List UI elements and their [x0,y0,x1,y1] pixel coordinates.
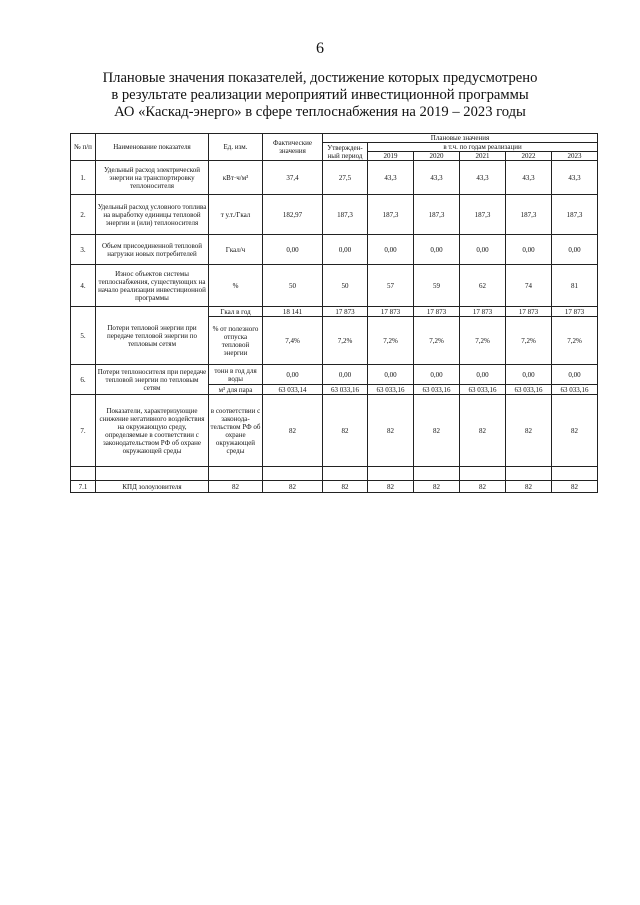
row-actual: 82 [263,481,323,493]
row-unit: кВт·ч/м³ [209,161,263,195]
row-2020: 82 [414,481,460,493]
header-by-years: в т.ч. по годам реализации [368,143,598,152]
row-actual: 82 [263,395,323,467]
header-name: Наименование показателя [96,134,209,161]
header-year: 2020 [414,152,460,161]
row-2021: 187,3 [460,195,506,235]
row-unit: % от полезного отпуска тепловой энергии [209,317,263,365]
table-row [71,161,598,195]
title-line-3: АО «Каскад-энерго» в сфере теплоснабжения на 2019 – 2023 годы [114,104,526,120]
row-2020: 17 873 [414,307,460,317]
row-2021: 0,00 [460,235,506,265]
row-2023: 187,3 [552,195,598,235]
row-num: 5. [71,307,96,365]
row-2020: 63 033,16 [414,385,460,395]
row-2022: 0,00 [506,235,552,265]
row-unit: т у.т./Гкал [209,195,263,235]
row-2019: 0,00 [368,235,414,265]
row-unit: м³ для пара [209,385,263,395]
table-row [71,365,598,385]
row-actual: 0,00 [263,365,323,385]
table-row-empty [71,467,598,481]
row-actual: 37,4 [263,161,323,195]
row-2021: 63 033,16 [460,385,506,395]
row-2022: 187,3 [506,195,552,235]
row-2022: 7,2% [506,317,552,365]
row-approved: 0,00 [323,235,368,265]
row-2023: 63 033,16 [552,385,598,395]
row-name: Показатели, характеризующие снижение негативного воздействия на окружающую среду, определяемые в соответствии с законодательством РФ об охране окружающей среды [96,395,209,467]
row-2023: 7,2% [552,317,598,365]
header-actual: Фактические значения [263,134,323,161]
title-line-2: в результате реализации мероприятий инвестиционной программы [111,87,529,103]
row-2023: 82 [552,481,598,493]
row-2023: 43,3 [552,161,598,195]
row-num: 6. [71,365,96,395]
row-approved: 63 033,16 [323,385,368,395]
row-2023: 17 873 [552,307,598,317]
row-2021: 0,00 [460,365,506,385]
row-actual: 182,97 [263,195,323,235]
header-planned: Плановые значения [323,134,598,143]
row-name: КПД золоуловителя [96,481,209,493]
row-2021: 82 [460,481,506,493]
row-2021: 62 [460,265,506,307]
row-actual: 63 033,14 [263,385,323,395]
table-row [71,195,598,235]
row-2020: 0,00 [414,365,460,385]
header-year: 2019 [368,152,414,161]
row-2023: 0,00 [552,365,598,385]
row-num: 7. [71,395,96,467]
row-2020: 0,00 [414,235,460,265]
header-approved: Утвержден-ный период [323,143,368,161]
row-2019: 0,00 [368,365,414,385]
row-2020: 187,3 [414,195,460,235]
row-2022: 82 [506,395,552,467]
row-2019: 82 [368,481,414,493]
header-num: № п/п [71,134,96,161]
header-year: 2022 [506,152,552,161]
row-2019: 63 033,16 [368,385,414,395]
row-unit: 82 [209,481,263,493]
page-number: 6 [316,40,324,57]
table-row [71,235,598,265]
row-actual: 0,00 [263,235,323,265]
row-2019: 17 873 [368,307,414,317]
row-name: Удельный расход электрической энергии на транспортировку теплоносителя [96,161,209,195]
indicators-table [70,133,598,493]
row-unit: Гкал/ч [209,235,263,265]
row-2019: 7,2% [368,317,414,365]
row-approved: 0,00 [323,365,368,385]
table-row [71,307,598,317]
row-2020: 7,2% [414,317,460,365]
row-2019: 187,3 [368,195,414,235]
title-line-1: Плановые значения показателей, достижение которых предусмотрено [102,70,538,86]
row-approved: 187,3 [323,195,368,235]
header-year: 2021 [460,152,506,161]
row-name: Удельный расход условного топлива на выработку единицы тепловой энергии и (или) теплоносителя [96,195,209,235]
row-2022: 43,3 [506,161,552,195]
row-2022: 17 873 [506,307,552,317]
row-2019: 57 [368,265,414,307]
row-2019: 43,3 [368,161,414,195]
row-approved: 17 873 [323,307,368,317]
row-num: 2. [71,195,96,235]
table-row [71,265,598,307]
row-2022: 0,00 [506,365,552,385]
row-unit: Гкал в год [209,307,263,317]
row-unit: тонн в год для воды [209,365,263,385]
row-unit: в соответствии с законода-тельством РФ об охране окружающей среды [209,395,263,467]
row-2021: 82 [460,395,506,467]
row-name: Потери тепловой энергии при передаче тепловой энергии по тепловым сетям [96,307,209,365]
row-approved: 27,5 [323,161,368,195]
row-2022: 63 033,16 [506,385,552,395]
row-2020: 43,3 [414,161,460,195]
row-2022: 74 [506,265,552,307]
row-num: 7.1 [71,481,96,493]
row-num: 3. [71,235,96,265]
table-row [71,481,598,493]
row-2021: 43,3 [460,161,506,195]
row-approved: 82 [323,481,368,493]
row-2020: 82 [414,395,460,467]
header-unit: Ед. изм. [209,134,263,161]
row-approved: 7,2% [323,317,368,365]
row-2019: 82 [368,395,414,467]
row-approved: 82 [323,395,368,467]
header-year: 2023 [552,152,598,161]
row-name: Износ объектов системы теплоснабжения, существующих на начало реализации инвестиционной программы [96,265,209,307]
document-title [70,70,570,121]
row-2021: 17 873 [460,307,506,317]
header-row-1 [71,134,598,143]
row-2023: 81 [552,265,598,307]
row-unit: % [209,265,263,307]
row-2023: 82 [552,395,598,467]
row-num: 1. [71,161,96,195]
row-actual: 7,4% [263,317,323,365]
row-name: Объем присоединенной тепловой нагрузки новых потребителей [96,235,209,265]
row-2023: 0,00 [552,235,598,265]
row-name: Потери теплоносителя при передаче тепловой энергии по тепловым сетям [96,365,209,395]
row-2021: 7,2% [460,317,506,365]
row-approved: 50 [323,265,368,307]
row-actual: 50 [263,265,323,307]
row-actual: 18 141 [263,307,323,317]
row-2020: 59 [414,265,460,307]
table-row [71,395,598,467]
row-num: 4. [71,265,96,307]
row-2022: 82 [506,481,552,493]
